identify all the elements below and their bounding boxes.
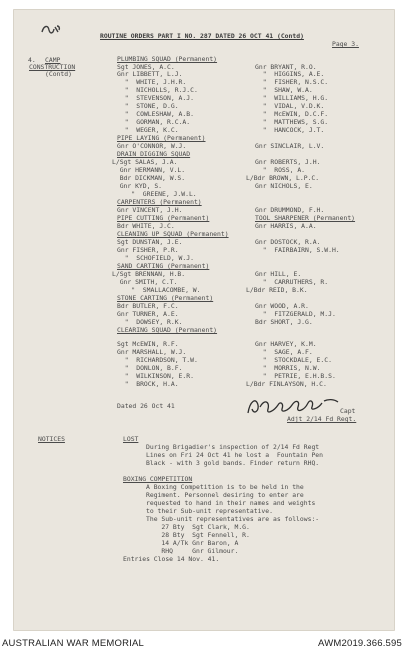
roster-line: Gnr TURNER, A.E. <box>117 310 179 318</box>
boxing-line: 28 Bty Sgt Fennell, R. <box>146 531 250 539</box>
section-heading-line-2: CONSTRUCTION <box>29 63 76 71</box>
section-heading-line-1: CAMP <box>45 56 61 64</box>
squad-heading: PIPE LAYING (Permanent) <box>117 134 206 142</box>
roster-line: Gnr SMITH, C.T. <box>112 278 178 286</box>
roster-line: Bdr DICKMAN, W.S. <box>112 174 186 182</box>
roster-line: " GORMAN, R.C.A. <box>117 118 191 126</box>
footer-accession-number: AWM2019.366.595 <box>318 638 402 649</box>
roster-line: Bdr BUTLER, F.C. <box>117 302 179 310</box>
roster-line: Gnr DOSTOCK, R.A. <box>255 238 321 246</box>
order-date: Dated 26 Oct 41 <box>117 402 175 410</box>
roster-line: Sgt JONES, A.C. <box>117 63 175 71</box>
squad-heading: STONE CARTING (Permanent) <box>117 294 214 302</box>
roster-line: Gnr NICHOLS, E. <box>255 182 313 190</box>
squad-heading: DRAIN DIGGING SQUAD <box>117 150 191 158</box>
squad-heading: CLEARING SQUAD (Permanent) <box>117 326 218 334</box>
roster-line: " MATTHEWS, S.G. <box>255 118 329 126</box>
boxing-line: 14 A/Tk Gnr Baron, A <box>146 539 239 547</box>
roster-line: " ROSS, A. <box>255 166 306 174</box>
roster-line: Gnr HARRIS, A.A. <box>255 222 317 230</box>
roster-line: Gnr HILL, E. <box>255 270 302 278</box>
signature-rank: Capt <box>340 407 356 415</box>
roster-line: " WILLIAMS, H.G. <box>255 94 329 102</box>
lost-title: LOST <box>123 435 139 443</box>
footer-bar <box>0 635 406 653</box>
squad-heading: TOOL SHARPENER (Permanent) <box>255 214 356 222</box>
roster-line: L/Bdr REID, B.K. <box>246 286 308 294</box>
roster-line: " SCHOFIELD, W.J. <box>117 254 194 262</box>
signature-appointment: Adjt 2/14 Fd Regt. <box>287 415 357 423</box>
roster-line: " NICHOLLS, R.J.C. <box>117 86 198 94</box>
roster-line: Gnr BRYANT, R.O. <box>255 63 317 71</box>
boxing-line: to their Sub-unit representative. <box>146 507 273 515</box>
roster-line: Gnr KYD, S. <box>112 182 163 190</box>
roster-line: " STONE, D.G. <box>117 102 179 110</box>
squad-heading: SAND CARTING (Permanent) <box>117 262 210 270</box>
document-title: ROUTINE ORDERS PART I NO. 287 DATED 26 OCT 41 (Contd) <box>100 32 304 40</box>
roster-line: Gnr ROBERTS, J.H. <box>255 158 321 166</box>
squad-heading: CLEANING UP SQUAD (Permanent) <box>117 230 229 238</box>
roster-line: Gnr O'CONNOR, W.J. <box>117 142 187 150</box>
roster-line: " COWLESHAW, A.B. <box>117 110 194 118</box>
roster-line: Gnr HERMANN, V.L. <box>112 166 186 174</box>
roster-line: " STEVENSON, A.J. <box>117 94 194 102</box>
section-heading-line-3: (Contd) <box>45 70 72 78</box>
lost-line: Black - with 3 gold bands. Finder return RHQ. <box>146 459 320 467</box>
roster-line: " HIGGINS, A.E. <box>255 70 325 78</box>
roster-line: " GREENE, J.W.L. <box>112 190 197 198</box>
squad-heading: CARPENTERS (Permanent) <box>117 198 202 206</box>
roster-line: " VIDAL, V.D.K. <box>255 102 325 110</box>
lost-line: Lines on Fri 24 Oct 41 he lost a Fountain Pen <box>146 451 323 459</box>
roster-line: Sgt McEWIN, R.F. <box>117 340 179 348</box>
roster-line: " BROCK, H.A. <box>117 380 179 388</box>
boxing-line: Entries Close 14 Nov. 41. <box>123 555 220 563</box>
boxing-line: Regiment. Personnel desiring to enter are <box>146 491 304 499</box>
footer-institution: AUSTRALIAN WAR MEMORIAL <box>2 638 145 649</box>
roster-line: Gnr LIBBETT, L.J. <box>117 70 183 78</box>
roster-line: L/Bdr FINLAYSON, H.C. <box>246 380 327 388</box>
roster-line: " DOWSEY, R.K. <box>117 318 183 326</box>
page-number: Page 3. <box>332 40 359 48</box>
roster-line: Gnr WOOD, A.R. <box>255 302 309 310</box>
boxing-line: A Boxing Competition is to be held in the <box>146 483 304 491</box>
roster-line: Gnr VINCENT, J.H. <box>117 206 183 214</box>
boxing-title: BOXING COMPETITION <box>123 475 193 483</box>
roster-line: " McEWIN, D.C.F. <box>255 110 329 118</box>
boxing-line: 27 Bty Sgt Clark, M.G. <box>146 523 250 531</box>
roster-line: " MORRIS, N.W. <box>255 364 321 372</box>
roster-line: " HANCOCK, J.T. <box>255 126 325 134</box>
roster-line: Gnr SINCLAIR, L.V. <box>255 142 325 150</box>
roster-line: " FAIRBAIRN, S.W.H. <box>255 246 340 254</box>
roster-line: Sgt DUNSTAN, J.E. <box>117 238 183 246</box>
boxing-line: The Sub-unit representatives are as follows:- <box>146 515 320 523</box>
section-number: 4. <box>28 56 36 64</box>
squad-heading: PIPE CUTTING (Permanent) <box>117 214 210 222</box>
roster-line: " RICHARDSON, T.W. <box>117 356 198 364</box>
roster-line: " DONLON, B.F. <box>117 364 183 372</box>
roster-line: " STOCKDALE, E.C. <box>255 356 332 364</box>
roster-line: " PETRIE, E.H.B.S. <box>255 372 336 380</box>
roster-line: L/Sgt BRENNAN, H.B. <box>112 270 186 278</box>
notices-heading: NOTICES <box>38 435 65 443</box>
roster-line: Gnr FISHER, P.R. <box>117 246 179 254</box>
roster-line: Gnr HARVEY, K.M. <box>255 340 317 348</box>
roster-line: " SMALLACOMBE, W. <box>112 286 201 294</box>
roster-line: L/Sgt SALAS, J.A. <box>112 158 178 166</box>
roster-line: " SHAW, W.A. <box>255 86 313 94</box>
roster-line: Bdr SHORT, J.G. <box>255 318 313 326</box>
boxing-line: requested to hand in their names and weights <box>146 499 316 507</box>
stamp-mark <box>40 23 62 37</box>
roster-line: Gnr MARSHALL, W.J. <box>117 348 187 356</box>
roster-line: " SAGE, A.F. <box>255 348 313 356</box>
signature-text <box>246 395 296 402</box>
roster-line: Bdr WHITE, J.C. <box>117 222 175 230</box>
roster-line: " CARRUTHERS, R. <box>255 278 329 286</box>
roster-line: L/Bdr BROWN, L.P.C. <box>246 174 320 182</box>
boxing-line: RHQ Gnr Gilmour. <box>146 547 239 555</box>
roster-line: Gnr DRUMMOND, F.H. <box>255 206 325 214</box>
lost-line: During Brigadier's inspection of 2/14 Fd Regt <box>146 443 320 451</box>
squad-heading: PLUMBING SQUAD (Permanent) <box>117 55 218 63</box>
roster-line: " WEGER, K.C. <box>117 126 179 134</box>
roster-line: " WILKINSON, E.R. <box>117 372 194 380</box>
roster-line: " FITZGERALD, M.J. <box>255 310 336 318</box>
roster-line: " WHITE, J.H.R. <box>117 78 187 86</box>
roster-line: " FISHER, N.S.C. <box>255 78 329 86</box>
